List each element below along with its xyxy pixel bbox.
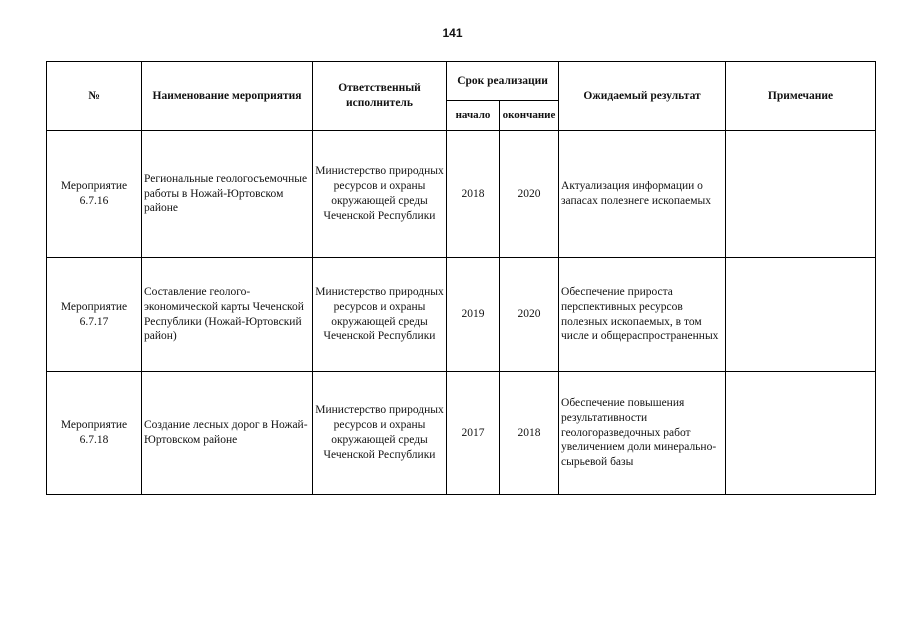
- header-expected-result: Ожидаемый результат: [559, 62, 726, 131]
- header-end: окончание: [500, 101, 559, 131]
- row-number: Мероприятие 6.7.18: [47, 372, 142, 495]
- row-activity-name: Составление геолого-экономической карты Чеченской Республики (Ножай-Юртовский район): [142, 258, 313, 372]
- row-responsible: Министерство природных ресурсов и охраны окружающей среды Чеченской Республики: [313, 131, 447, 258]
- row-responsible: Министерство природных ресурсов и охраны окружающей среды Чеченской Республики: [313, 372, 447, 495]
- row-expected-result: Обеспечение повышения результативности геологоразведочных работ увеличением доли минерально-сырьевой базы: [559, 372, 726, 495]
- table-header-row: [47, 62, 876, 101]
- header-note: Примечание: [726, 62, 876, 131]
- table-row: [47, 131, 876, 258]
- row-number: Мероприятие 6.7.17: [47, 258, 142, 372]
- row-activity-name: Создание лесных дорог в Ножай-Юртовском районе: [142, 372, 313, 495]
- row-start-year: 2017: [447, 372, 500, 495]
- header-number: №: [47, 62, 142, 131]
- table-row: [47, 258, 876, 372]
- row-expected-result: Актуализация информации о запасах полезнеге ископаемых: [559, 131, 726, 258]
- row-start-year: 2019: [447, 258, 500, 372]
- row-end-year: 2020: [500, 258, 559, 372]
- header-start: начало: [447, 101, 500, 131]
- header-responsible: Ответственный исполнитель: [313, 62, 447, 131]
- row-note: [726, 258, 876, 372]
- row-note: [726, 372, 876, 495]
- row-responsible: Министерство природных ресурсов и охраны окружающей среды Чеченской Республики: [313, 258, 447, 372]
- row-expected-result: Обеспечение прироста перспективных ресурсов полезных ископаемых, в том числе и общераспространенных: [559, 258, 726, 372]
- row-end-year: 2020: [500, 131, 559, 258]
- header-activity-name: Наименование мероприятия: [142, 62, 313, 131]
- activities-table: [46, 61, 876, 495]
- row-number: Мероприятие 6.7.16: [47, 131, 142, 258]
- row-end-year: 2018: [500, 372, 559, 495]
- row-note: [726, 131, 876, 258]
- row-start-year: 2018: [447, 131, 500, 258]
- table-row: [47, 372, 876, 495]
- row-activity-name: Региональные геологосъемочные работы в Ножай-Юртовском районе: [142, 131, 313, 258]
- header-period: Срок реализации: [447, 62, 559, 101]
- page-number: 141: [442, 26, 463, 40]
